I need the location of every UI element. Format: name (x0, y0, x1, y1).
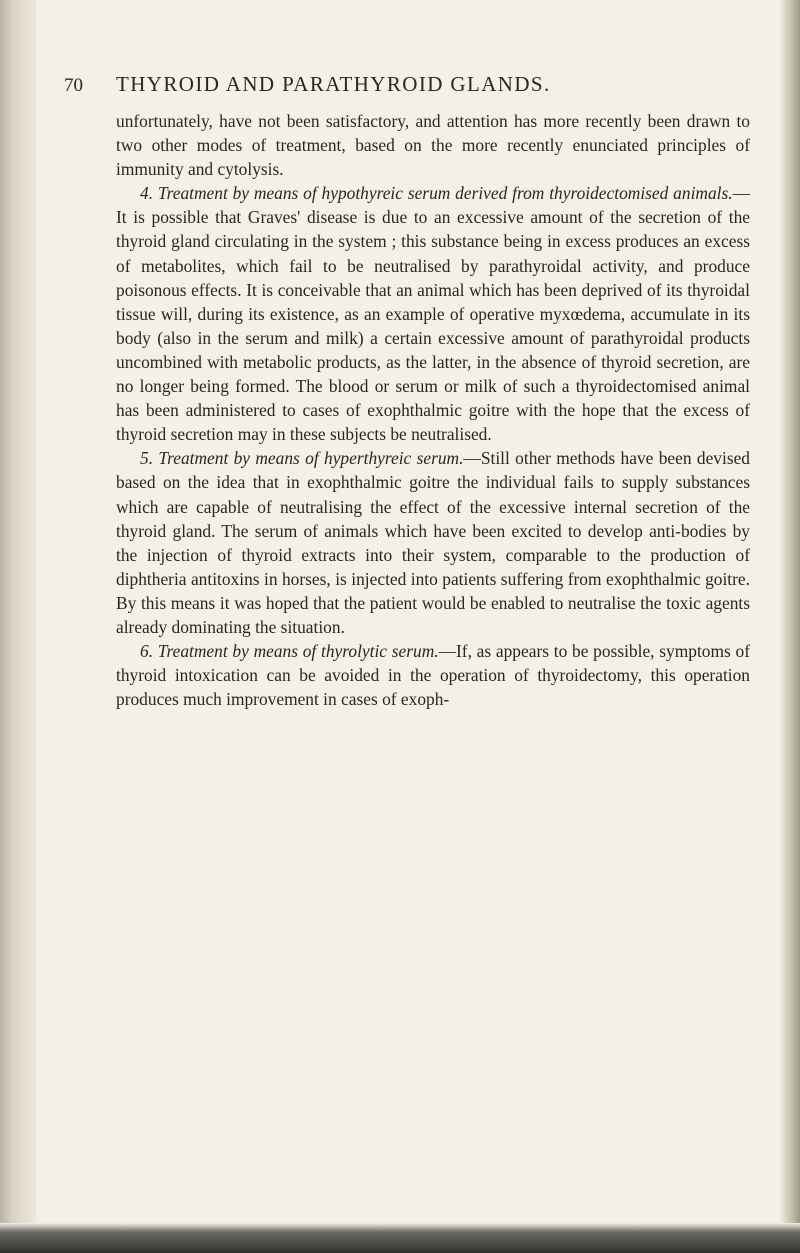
paragraph-text: —If, as appears to be possible, symptoms of thyroid intoxication can be avoided in the operation of thyroidectomy, this operation produces much improvement in cases of exoph- (116, 641, 750, 710)
section-heading-5: 5. Treatment by means of hyperthyreic serum. (140, 448, 464, 469)
header-title: THYROID AND PARATHYROID GLANDS. (116, 72, 551, 96)
paragraph-text: unfortunately, have not been satisfactory, and attention has more recently been drawn to two other modes of treatment, based on the more recently enunciated principles of immunity and cytolysis. (116, 111, 750, 180)
bottom-page-edge (0, 1223, 800, 1253)
paragraph-continuation (116, 109, 750, 181)
right-page-margin (780, 0, 800, 1253)
running-head (64, 72, 750, 97)
page-body (64, 72, 750, 711)
paragraph-text: —It is possible that Graves' disease is due to an excessive amount of the secretion of the thyroid gland circulating in the system ; this substance being in excess produces an excess of metabolites, which fail to be neutralised by parathyroidal activity, and produce poisonous effects. It is conceivable that an animal which has been deprived of its thyroidal tissue will, during its existence, as an example of operative myxœdema, accumulate in its body (also in the serum and milk) a certain excessive amount of parathyroidal products uncombined with metabolic products, as the latter, in the absence of thyroid secretion, are no longer being formed. The blood or serum or milk of such a thyroidectomised animal has been administered to cases of exophthalmic goitre with the hope that the excess of thyroid secretion may in these subjects be neutralised. (116, 183, 750, 445)
paragraph-treatment-4 (116, 181, 750, 446)
section-heading-4: 4. Treatment by means of hypothyreic serum derived from thyroidectomised animals. (140, 183, 733, 204)
left-page-margin (0, 0, 36, 1253)
page-number: 70 (64, 75, 83, 96)
paragraph-treatment-5 (116, 446, 750, 639)
section-heading-6: 6. Treatment by means of thyrolytic serum. (140, 641, 439, 662)
paragraph-treatment-6 (116, 639, 750, 711)
paragraph-text: —Still other methods have been devised based on the idea that in exophthalmic goitre the individual fails to supply substances which are capable of neutralising the effect of the excessive internal secretion of the thyroid gland. The serum of animals which have been excited to develop anti-bodies by the injection of thyroid extracts into their system, comparable to the production of diphtheria antitoxins in horses, is injected into patients suffering from exophthalmic goitre. By this means it was hoped that the patient would be enabled to neutralise the toxic agents already dominating the situation. (116, 448, 750, 637)
